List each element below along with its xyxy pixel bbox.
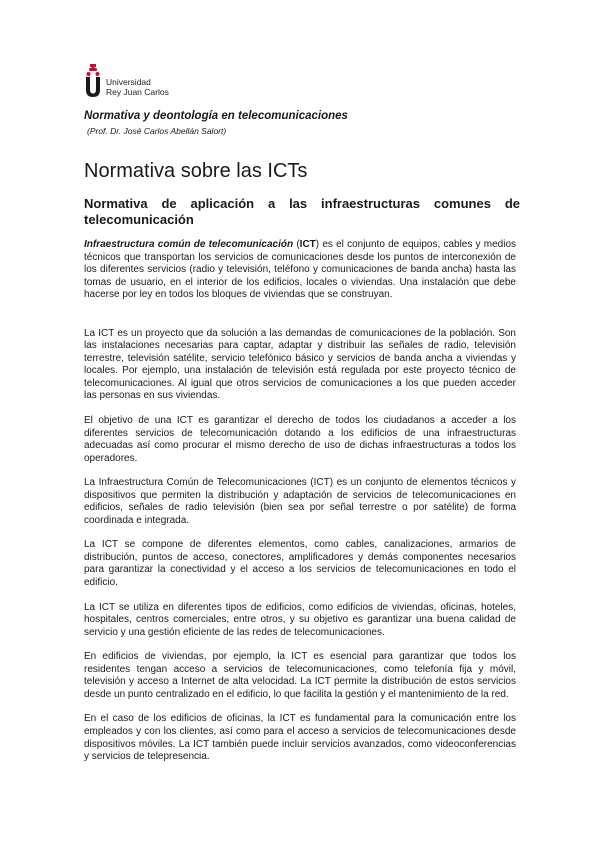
document-body [84,239,516,764]
body-paragraph: La ICT es un proyecto que da solución a las demandas de comunicaciones de la población. Son las instalaciones necesarias para captar, adaptar y distribuir las señales de radio, televisión terrestre, televisión satélite, servicio telefónico básico y servicios de banda ancha a viviendas y locales. Por ejemplo, una instalación de televisión está regulada por este proyecto técnico de telecomunicaciones. Al igual que otros servicios de comunicaciones a los que pueden acceder las personas en sus viviendas. [84,327,516,402]
university-logo [84,64,204,100]
logo-line-1: Universidad [106,77,151,87]
ict-abbr: ICT [299,239,316,250]
section-subtitle: Normativa de aplicación a las infraestructuras comunes de telecomunicación [84,196,520,227]
body-paragraph: La ICT se compone de diferentes elementos, como cables, canalizaciones, armarios de distribución, puntos de acceso, conectores, amplificadores y demás componentes necesarios para garantizar la conectividad y el acceso a los servicios de telecomunicaciones en todo el edificio. [84,539,516,589]
body-paragraph: La ICT se utiliza en diferentes tipos de edificios, como edificios de viviendas, oficinas, hoteles, hospitales, centros comerciales, entre otros, y su objetivo es garantizar una buena calidad de servicio y una gestión eficiente de las redes de telecomunicaciones. [84,601,516,638]
course-title: Normativa y deontología en telecomunicaciones [84,110,348,122]
body-paragraph: En el caso de los edificios de oficinas, la ICT es fundamental para la comunicación entre los empleados y con los clientes, así como para el acceso a servicios de telecomunicaciones desde dispositivos móviles. La ICT también puede incluir servicios avanzados, como videoconferencias y servicios de telepresencia. [84,713,516,763]
intro-paren: ( [293,239,300,250]
page-title: Normativa sobre las ICTs [84,160,308,182]
intro-rest: ) es el conjunto de equipos, cables y medios técnicos que transportan los servicios de comunicaciones desde los puntos de interconexión de los diferentes servicios (radio y televisión, teléfono y comunicaciones de banda ancha) hasta las tomas de usuario, en el interior de los edificios, locales o viviendas. Una instalación que debe hacerse por ley en todos los bloques de viviendas que se construyan. [84,239,517,301]
ict-term: Infraestructura común de telecomunicación [84,239,294,250]
body-paragraph: La Infraestructura Común de Telecomunicaciones (ICT) es un conjunto de elementos técnicos y dispositivos que permiten la distribución y adaptación de servicios de telecomunicaciones en edificios, señales de radio televisión (bien sea por señal terrestre o por satélite) de forma coordinada e integrada. [84,477,516,526]
university-logo-icon [84,64,102,98]
body-paragraph: En edificios de viviendas, por ejemplo, la ICT es esencial para garantizar que todos los residentes tengan acceso a servicios de telecomunicaciones, como telefonía fija y móvil, televisión y acceso a Internet de alta velocidad. La ICT permite la distribución de estos servicios desde un punto centralizado en el edificio, lo que facilita la gestión y el mantenimiento de la red. [84,651,516,700]
body-paragraph: El objetivo de una ICT es garantizar el derecho de todos los ciudadanos a acceder a los diferentes servicios de telecomunicación dotando a los edificios de una infraestructuras adecuadas así como procurar el mismo derecho de uso de dichas infraestructuras a todos los operadores. [84,415,516,464]
professor-name: (Prof. Dr. José Carlos Abellán Salort) [87,126,227,136]
university-name [106,77,169,97]
intro-paragraph [84,239,516,302]
logo-line-2: Rey Juan Carlos [106,87,169,97]
